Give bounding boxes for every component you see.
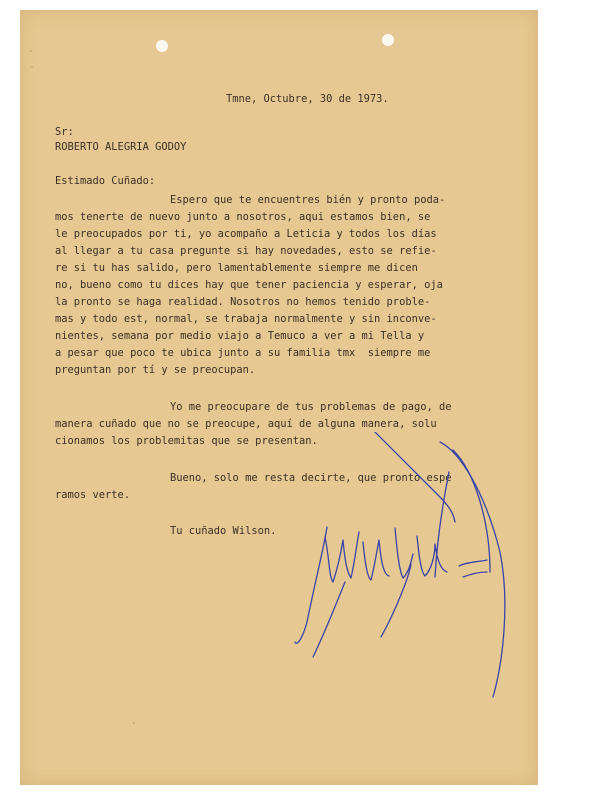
body-line: Yo me preocupare de tus problemas de pago, de bbox=[170, 401, 452, 413]
signature-image bbox=[285, 432, 525, 702]
letter-date: Tmne, Octubre, 30 de 1973. bbox=[226, 93, 389, 105]
greeting: Estimado Cuñado: bbox=[55, 175, 156, 187]
body-line: preguntan por tí y se preocupan. bbox=[55, 364, 256, 376]
punch-hole-left bbox=[156, 40, 168, 52]
body-line: no, bueno como tu dices hay que tener paciencia y esperar, oja bbox=[55, 279, 443, 291]
body-line: re si tu has salido, pero lamentablemente siempre me dicen bbox=[55, 262, 418, 274]
paper-speck bbox=[31, 66, 33, 68]
body-line: mos tenerte de nuevo junto a nosotros, aqui estamos bien, se bbox=[55, 211, 431, 223]
recipient-name: ROBERTO ALEGRIA GODOY bbox=[55, 141, 187, 153]
salutation-prefix: Sr: bbox=[55, 126, 74, 138]
body-line: a pesar que poco te ubica junto a su familia tmx siempre me bbox=[55, 347, 431, 359]
body-line: cionamos los problemitas que se presentan. bbox=[55, 435, 318, 447]
body-line: manera cuñado que no se preocupe, aquí de alguna manera, solu bbox=[55, 418, 437, 430]
paper-speck bbox=[133, 722, 135, 724]
punch-hole-right bbox=[382, 34, 394, 46]
body-line: le preocupados por ti, yo acompaño a Leticia y todos los días bbox=[55, 228, 437, 240]
body-line: al llegar a tu casa pregunte si hay novedades, esto se refie- bbox=[55, 245, 437, 257]
signoff: Tu cuñado Wilson. bbox=[170, 525, 277, 537]
body-line: la pronto se haga realidad. Nosotros no hemos tenido proble- bbox=[55, 296, 431, 308]
body-line: Bueno, solo me resta decirte, que pronto espe bbox=[170, 472, 452, 484]
body-line: Espero que te encuentres bién y pronto poda- bbox=[170, 194, 446, 206]
paper-speck bbox=[30, 50, 32, 52]
body-line: mas y todo est, normal, se trabaja normalmente y sin inconve- bbox=[55, 313, 437, 325]
body-line: ramos verte. bbox=[55, 489, 131, 501]
body-line: nientes, semana por medio viajo a Temuco a ver a mi Tella y bbox=[55, 330, 425, 342]
